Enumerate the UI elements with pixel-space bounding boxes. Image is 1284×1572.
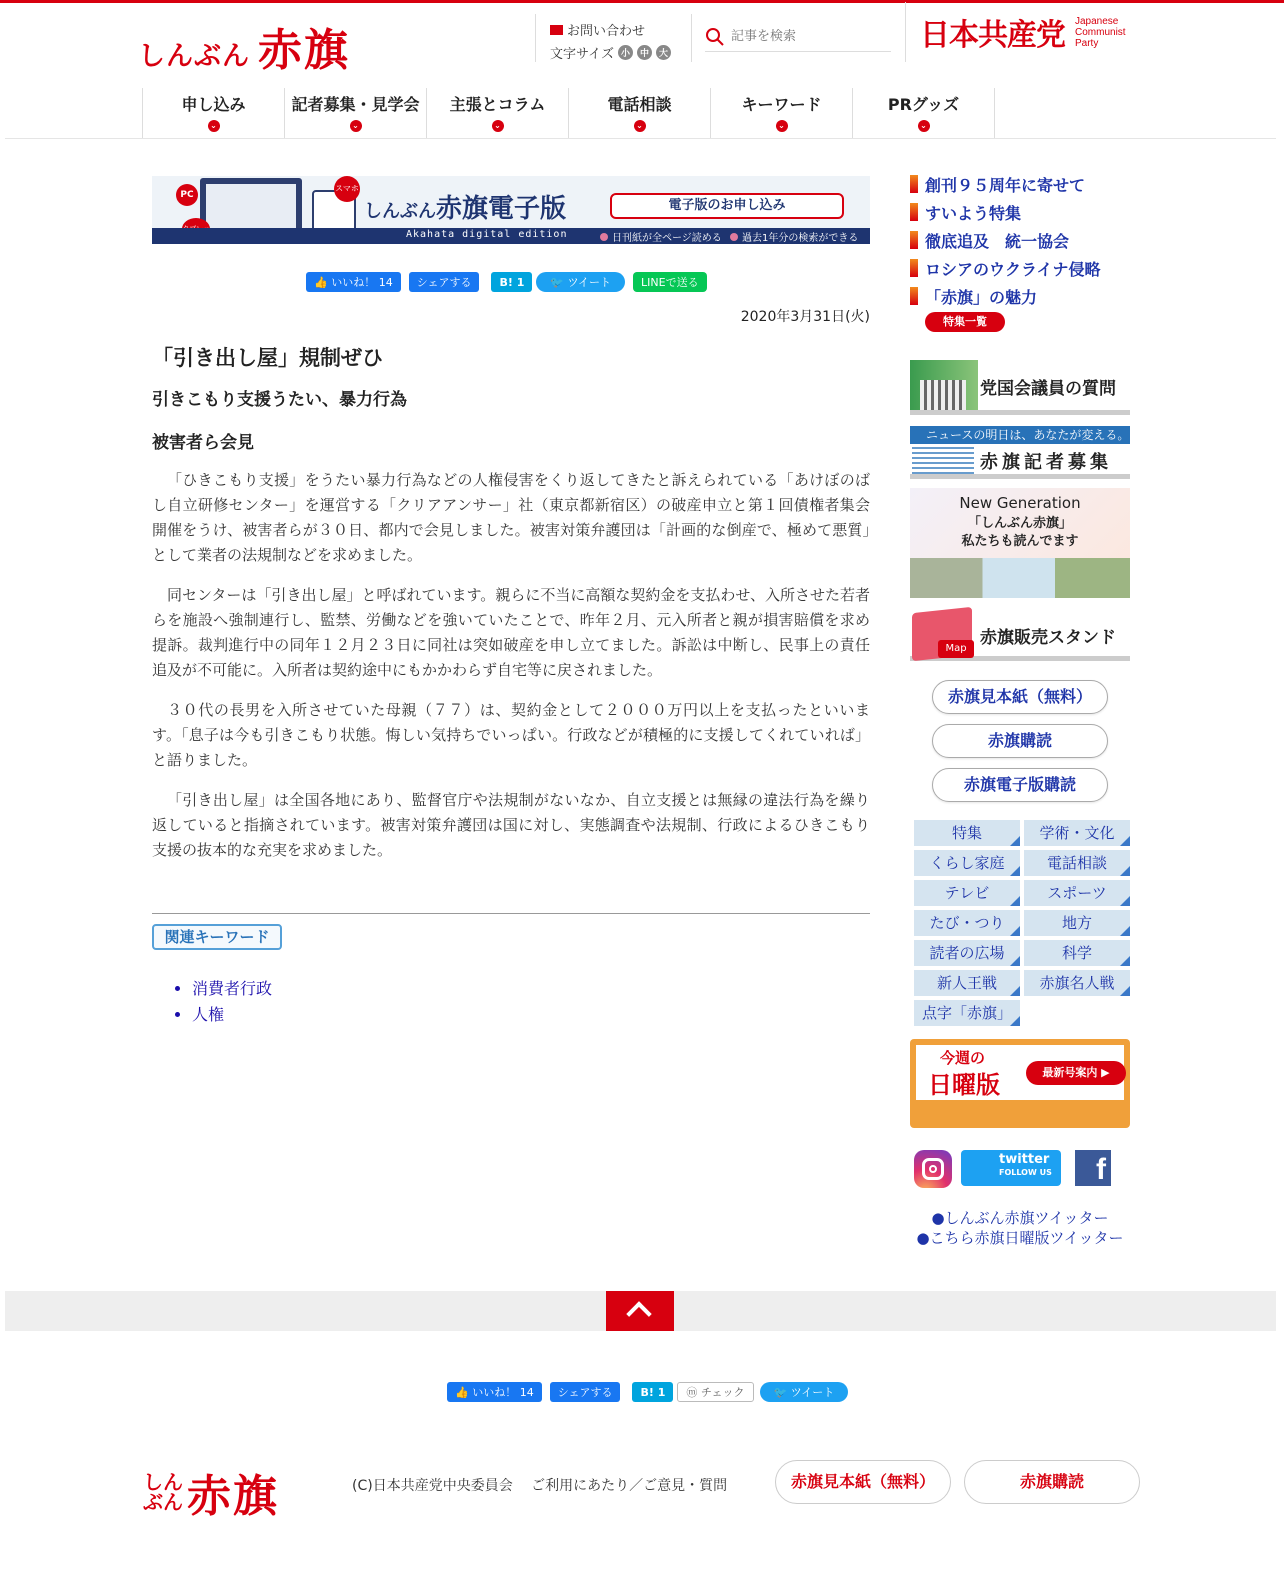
akahata-twitter-link[interactable]: ●しんぶん赤旗ツイッター bbox=[931, 1209, 1109, 1227]
special-features-list bbox=[910, 170, 1101, 310]
category-link[interactable]: 点字「赤旗」 bbox=[914, 1000, 1020, 1026]
feature-text: 日刊紙が全ページ読める bbox=[612, 233, 722, 244]
banner-subtitle: Akahata digital edition bbox=[406, 229, 568, 240]
special-label: すいよう特集 bbox=[925, 203, 1022, 223]
nav-label: PRグッズ bbox=[887, 95, 960, 114]
article-paragraph: 「ひきこもり支援」をうたい暴力行為などの人権侵害をくり返してきたと訴えられている「あけぼのばし自立研修センター」を運営する「クリアアンサー」社（東京都新宿区）の破産申立と第１回債権者集会開催をうけ、被害者らが３０日、都内で会見しました。被害対策弁護団は「計画的な倒産で、極めて悪質」として業者の法規制などを求めました。 bbox=[152, 471, 870, 564]
chevron-down-icon: ⌄ bbox=[208, 120, 220, 132]
party-name-jp: 日本共産党 bbox=[920, 18, 1065, 53]
special-list-button[interactable]: 特集一覧 bbox=[925, 312, 1005, 332]
chevron-down-icon: ⌄ bbox=[634, 120, 646, 132]
category-grid bbox=[914, 820, 1130, 1026]
nav-item-goods[interactable] bbox=[853, 88, 995, 138]
font-size-medium-button[interactable]: 中 bbox=[637, 45, 652, 60]
special-feature-item[interactable] bbox=[910, 198, 1101, 226]
banner-band bbox=[152, 228, 870, 244]
facebook-icon[interactable]: f bbox=[1075, 1150, 1111, 1186]
subscribe-button[interactable]: 赤旗購読 bbox=[932, 724, 1108, 758]
category-link[interactable]: 地方 bbox=[1024, 910, 1130, 936]
footer-logo-small: しんぶん bbox=[143, 1470, 183, 1514]
chevron-down-icon: ⌄ bbox=[776, 120, 788, 132]
latest-issue-button[interactable]: 最新号案内 ▶ bbox=[1026, 1061, 1126, 1085]
map-icon: Map bbox=[938, 640, 974, 658]
sunday-twitter-link[interactable]: ●こちら赤旗日曜版ツイッター bbox=[916, 1229, 1124, 1247]
facebook-like-button[interactable]: 👍 いいね！ 14 bbox=[306, 272, 401, 292]
font-size-small-button[interactable]: 小 bbox=[618, 45, 633, 60]
reader-photos bbox=[910, 558, 1130, 598]
keyword-link[interactable]: 人権 bbox=[192, 1005, 225, 1024]
bullet-bar bbox=[910, 259, 918, 277]
twitter-links bbox=[910, 1208, 1130, 1248]
party-en-line2: Communist bbox=[1075, 26, 1126, 38]
utility-box bbox=[535, 14, 692, 62]
digital-subscribe-button[interactable]: 赤旗電子版購読 bbox=[932, 768, 1108, 802]
article-subtitle-2: 被害者ら会見 bbox=[152, 433, 254, 453]
search-input[interactable] bbox=[731, 29, 881, 44]
hatena-bookmark-button[interactable]: B! 1 bbox=[491, 272, 532, 292]
terms-link[interactable]: ご利用にあたり／ご意見・質問 bbox=[531, 1478, 728, 1494]
new-generation-banner[interactable] bbox=[910, 488, 1130, 598]
bullet-bar bbox=[910, 231, 918, 249]
hatena-bookmark-button[interactable]: B! 1 bbox=[632, 1382, 673, 1402]
list-item bbox=[192, 976, 272, 1002]
article-subtitle: 引きこもり支援うたい、暴力行為 bbox=[152, 390, 407, 410]
footer-text bbox=[352, 1475, 727, 1495]
banner-title-big: 赤旗電子版 bbox=[436, 194, 567, 224]
tweet-label: ツイート bbox=[567, 276, 612, 289]
list-item bbox=[192, 1002, 272, 1028]
banner-line-3: 私たちも読んでます bbox=[961, 534, 1079, 549]
logo-big-text: 赤旗 bbox=[258, 25, 350, 76]
article-paragraph: ３０代の長男を入所させていた母親（７７）は、契約金として２０００万円以上を支払ったといいます。「息子は今も引きこもり状態。悔しい気持ちでいっぱい。行政などが積極的に支援してくれていれば」と語りました。 bbox=[152, 701, 870, 769]
sunday-edition-banner[interactable] bbox=[910, 1039, 1130, 1128]
nav-label: 申し込み bbox=[181, 95, 246, 114]
facebook-share-button[interactable]: シェアする bbox=[550, 1382, 621, 1402]
mixi-check-button[interactable]: ⓜ チェック bbox=[677, 1382, 753, 1402]
twitter-label: twitter bbox=[999, 1152, 1050, 1167]
category-link[interactable]: くらし家庭 bbox=[914, 850, 1020, 876]
back-to-top-button[interactable] bbox=[606, 1291, 674, 1331]
share-bar-top bbox=[306, 272, 715, 292]
bullet-bar bbox=[910, 203, 918, 221]
facebook-like-button[interactable]: 👍 いいね！ 14 bbox=[447, 1382, 542, 1402]
banner-label: 赤旗販売スタンド bbox=[980, 628, 1116, 648]
special-label: 創刊９５周年に寄せて bbox=[925, 175, 1086, 195]
category-link[interactable]: 読者の広場 bbox=[914, 940, 1020, 966]
special-label: ロシアのウクライナ侵略 bbox=[925, 259, 1101, 279]
nav-divider bbox=[5, 138, 1276, 139]
banner-apply-button[interactable]: 電子版のお申し込み bbox=[610, 193, 844, 219]
font-size-label: 文字サイズ bbox=[550, 47, 614, 62]
nav-label: キーワード bbox=[741, 95, 822, 114]
footer-logo-big: 赤旗 bbox=[187, 1471, 279, 1522]
chevron-down-icon: ⌄ bbox=[492, 120, 504, 132]
back-to-top-bar bbox=[5, 1291, 1276, 1331]
special-feature-item[interactable] bbox=[910, 170, 1101, 198]
latest-issue-label: 最新号案内 bbox=[1042, 1066, 1098, 1079]
diet-questions-banner[interactable] bbox=[910, 360, 1130, 415]
banner-title bbox=[364, 188, 566, 225]
party-en-line3: Party bbox=[1075, 37, 1099, 49]
like-label: いいね！ 14 bbox=[472, 1386, 534, 1399]
nav-label: 記者募集・見学会 bbox=[291, 95, 420, 114]
special-feature-item[interactable] bbox=[910, 282, 1101, 310]
nav-item-opinion[interactable] bbox=[427, 88, 569, 138]
reporter-recruit-banner[interactable] bbox=[910, 424, 1130, 479]
footer-logo[interactable] bbox=[143, 1460, 279, 1524]
contact-link[interactable] bbox=[550, 20, 691, 39]
contact-label: お問い合わせ bbox=[567, 24, 646, 39]
category-link[interactable]: 学術・文化 bbox=[1024, 820, 1130, 846]
font-size-large-button[interactable]: 大 bbox=[656, 45, 671, 60]
party-en-line1: Japanese bbox=[1075, 15, 1119, 27]
nav-label: 主張とコラム bbox=[449, 95, 546, 114]
category-link[interactable]: 電話相談 bbox=[1024, 850, 1130, 876]
footer-subscribe-button[interactable]: 赤旗購読 bbox=[964, 1460, 1140, 1504]
nav-item-apply[interactable] bbox=[143, 88, 285, 138]
sales-stand-banner[interactable] bbox=[910, 606, 1130, 661]
special-label: 徹底追及 統一協会 bbox=[925, 231, 1070, 251]
pc-badge: PC bbox=[176, 184, 198, 206]
article-paragraph: 「引き出し屋」は全国各地にあり、監督官庁や法規制がないなか、自立支援とは無縁の違法行為を繰り返していると指摘されています。被害対策弁護団は国に対し、実態調査や法規制、行政によるひきこもり支援の抜本的な充実を求めました。 bbox=[152, 791, 870, 859]
tablet-badge: ト bbox=[182, 218, 210, 240]
nav-item-keyword[interactable] bbox=[711, 88, 853, 138]
keyword-link[interactable]: 消費者行政 bbox=[192, 979, 273, 998]
sample-paper-button[interactable]: 赤旗見本紙（無料） bbox=[932, 680, 1108, 714]
footer-sample-paper-button[interactable]: 赤旗見本紙（無料） bbox=[775, 1460, 951, 1504]
chevron-up-icon bbox=[626, 1301, 651, 1326]
banner-line-1: New Generation bbox=[959, 494, 1081, 512]
article-title: 「引き出し屋」規制ぜひ bbox=[152, 346, 383, 370]
chevron-down-icon: ⌄ bbox=[918, 120, 930, 132]
special-feature-item[interactable] bbox=[910, 226, 1101, 254]
nav-label: 電話相談 bbox=[607, 95, 672, 114]
mixi-label: チェック bbox=[700, 1386, 745, 1399]
digital-edition-banner[interactable] bbox=[152, 176, 870, 255]
facebook-share-button[interactable]: シェアする bbox=[409, 272, 480, 292]
line-share-button[interactable]: LINEで送る bbox=[633, 272, 707, 292]
related-keywords-list bbox=[174, 976, 272, 1028]
banner-feature-2 bbox=[730, 229, 858, 244]
mail-icon bbox=[550, 25, 563, 35]
bullet-bar bbox=[910, 287, 918, 305]
nav-item-phone[interactable] bbox=[569, 88, 711, 138]
like-label: いいね！ 14 bbox=[331, 276, 393, 289]
tweet-button[interactable]: 🐦 ツイート bbox=[536, 272, 625, 292]
twitter-follow-button[interactable] bbox=[961, 1150, 1061, 1186]
related-keywords-label: 関連キーワード bbox=[152, 924, 282, 950]
banner-title-small: しんぶん bbox=[364, 201, 436, 222]
tweet-button[interactable]: 🐦 ツイート bbox=[760, 1382, 849, 1402]
banner-label: 党国会議員の質問 bbox=[980, 379, 1116, 399]
sunday-line-1: 今週の bbox=[940, 1049, 986, 1067]
category-link[interactable]: 特集 bbox=[914, 820, 1020, 846]
party-logo[interactable] bbox=[905, 2, 1145, 62]
article-divider bbox=[152, 913, 870, 914]
smartphone-badge: スマホ bbox=[334, 176, 360, 202]
article-paragraph: 同センターは「引き出し屋」と呼ばれています。親らに不当に高額な契約金を支払わせ、入所させた若者らを施設へ強制連行し、監禁、労働などを強いていたことで、昨年２月、元入所者と親が損害賠償を求め提訴。裁判進行中の同年１２月２３日に同社は突如破産を申し立てました。訴訟は中断し、民事上の責任追及が不可能に。入所者は契約途中にもかかわらず自宅等に戻されました。 bbox=[152, 586, 870, 679]
instagram-icon[interactable] bbox=[914, 1150, 952, 1188]
nav-item-recruit[interactable] bbox=[285, 88, 427, 138]
bullet-bar bbox=[910, 175, 918, 193]
category-link[interactable]: 科学 bbox=[1024, 940, 1130, 966]
article-date: 2020年3月31日(火) bbox=[740, 309, 870, 325]
site-logo[interactable] bbox=[138, 14, 350, 76]
font-size-control bbox=[550, 43, 691, 62]
logo-small-text: しんぶん bbox=[138, 41, 250, 72]
search-icon[interactable] bbox=[705, 27, 725, 47]
sunday-line-2: 日曜版 bbox=[928, 1071, 1000, 1099]
category-link[interactable]: たび・つり bbox=[914, 910, 1020, 936]
tweet-label: ツイート bbox=[790, 1386, 835, 1399]
category-link[interactable]: 赤旗名人戦 bbox=[1024, 970, 1130, 996]
share-bar-bottom bbox=[447, 1382, 856, 1402]
special-label: 「赤旗」の魅力 bbox=[925, 287, 1038, 307]
banner-feature-1 bbox=[600, 229, 722, 244]
banner-line-2: 「しんぶん赤旗」 bbox=[967, 516, 1072, 531]
search-box bbox=[705, 22, 891, 52]
banner-label: 赤旗記者募集 bbox=[980, 452, 1112, 473]
banner-tagline: ニュースの明日は、あなたが変える。 bbox=[910, 426, 1130, 444]
twitter-sub-label: FOLLOW US bbox=[999, 1168, 1052, 1177]
category-link[interactable]: テレビ bbox=[914, 880, 1020, 906]
newspaper-illustration bbox=[912, 444, 974, 474]
party-name-en bbox=[1075, 16, 1126, 49]
feature-text: 過去1年分の検索ができる bbox=[742, 233, 859, 244]
diet-building-illustration bbox=[910, 360, 978, 410]
category-link[interactable]: 新人王戦 bbox=[914, 970, 1020, 996]
main-nav bbox=[142, 88, 995, 138]
special-feature-item[interactable] bbox=[910, 254, 1101, 282]
category-link[interactable]: スポーツ bbox=[1024, 880, 1130, 906]
copyright: (C)日本共産党中央委員会 bbox=[352, 1478, 513, 1494]
chevron-down-icon: ⌄ bbox=[350, 120, 362, 132]
article-body bbox=[152, 468, 870, 878]
